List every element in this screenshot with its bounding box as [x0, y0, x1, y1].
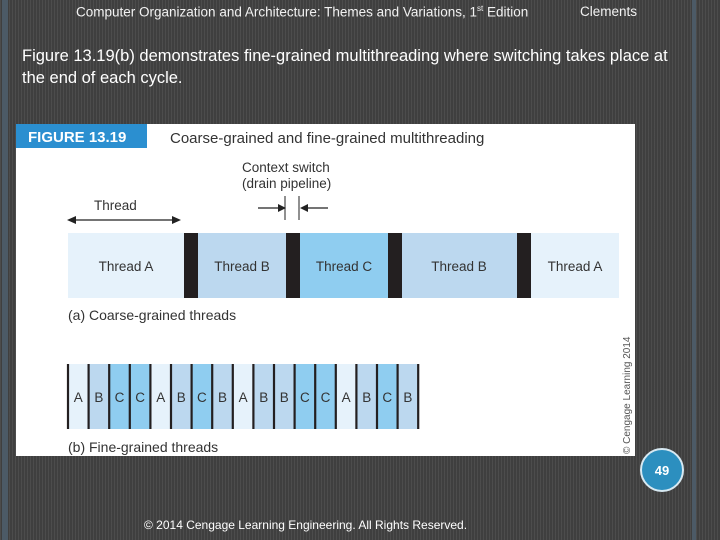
author: Clements	[580, 4, 638, 19]
coarse-grained-row	[68, 233, 619, 298]
fine-cell-label: C	[300, 390, 310, 405]
fine-cell-separator	[170, 364, 172, 429]
context-switch-separator	[517, 233, 531, 298]
fine-cell-separator	[314, 364, 316, 429]
fine-cell-label: B	[403, 390, 413, 405]
fine-cell-label: B	[259, 390, 269, 405]
figure-13-19	[16, 124, 635, 456]
context-switch-separator	[286, 233, 300, 298]
fine-cell-label: B	[279, 390, 289, 405]
fine-cell-label: B	[94, 390, 104, 405]
coarse-block-label: Thread A	[547, 259, 603, 274]
slide-header	[0, 4, 720, 22]
fine-cell-label: A	[238, 390, 248, 405]
fine-cell-separator	[273, 364, 275, 429]
fine-cell-label: C	[114, 390, 125, 405]
slide-number: 49	[640, 448, 684, 492]
fine-cell-label: C	[135, 390, 145, 405]
context-switch-arrows	[258, 196, 328, 220]
fine-cell-separator	[397, 364, 399, 429]
coarse-block-label: Thread B	[431, 259, 487, 274]
fine-cell-separator	[149, 364, 151, 429]
fine-cell-label: A	[156, 390, 166, 405]
fine-cell-separator	[335, 364, 337, 429]
fine-cell-separator	[88, 364, 90, 429]
fine-cell-separator	[376, 364, 378, 429]
figure-badge-label: FIGURE 13.19	[28, 129, 127, 146]
book-title: Computer Organization and Architecture: Themes and Variations, 1st Edition	[76, 4, 529, 20]
fine-cell-separator	[191, 364, 193, 429]
fine-cell-separator	[232, 364, 234, 429]
left-rail	[2, 0, 8, 540]
fine-cell-separator	[211, 364, 213, 429]
fine-cell-label: C	[382, 390, 393, 405]
fine-cell-separator	[129, 364, 131, 429]
right-rail	[692, 0, 696, 540]
slide-footer: © 2014 Cengage Learning Engineering. All Rights Reserved.	[144, 518, 468, 532]
context-switch-separator	[184, 233, 198, 298]
fine-grained-caption: (b) Fine-grained threads	[68, 439, 219, 455]
fine-cell-label: C	[197, 390, 207, 405]
fine-cell-separator	[67, 364, 69, 429]
slide-caption: Figure 13.19(b) demonstrates fine-grained multithreading where switching takes place at the end of each cycle.	[22, 47, 668, 87]
fine-cell-separator	[355, 364, 357, 429]
coarse-block-label: Thread C	[315, 259, 373, 274]
fine-cell-label: A	[73, 390, 83, 405]
context-switch-sub-label: (drain pipeline)	[242, 176, 332, 191]
figure-copyright: © Cengage Learning 2014	[622, 336, 633, 454]
coarse-grained-caption: (a) Coarse-grained threads	[68, 307, 237, 323]
fine-cell-separator	[417, 364, 419, 429]
fine-cell-label: B	[176, 390, 186, 405]
fine-grained-row	[67, 364, 419, 429]
fine-cell-label: C	[320, 390, 331, 405]
fine-cell-separator	[252, 364, 254, 429]
fine-cell-label: B	[362, 390, 372, 405]
context-switch-label: Context switch	[242, 160, 330, 175]
coarse-block-label: Thread A	[98, 259, 154, 274]
context-switch-separator	[388, 233, 402, 298]
thread-label: Thread	[94, 198, 137, 213]
thread-span-arrow	[67, 216, 181, 224]
fine-cell-label: A	[341, 390, 351, 405]
coarse-block-label: Thread B	[214, 259, 270, 274]
fine-cell-separator	[294, 364, 296, 429]
fine-cell-separator	[108, 364, 110, 429]
figure-title: Coarse-grained and fine-grained multithreading	[170, 130, 485, 147]
multithreading-diagram	[16, 124, 635, 456]
fine-cell-label: B	[217, 390, 228, 405]
